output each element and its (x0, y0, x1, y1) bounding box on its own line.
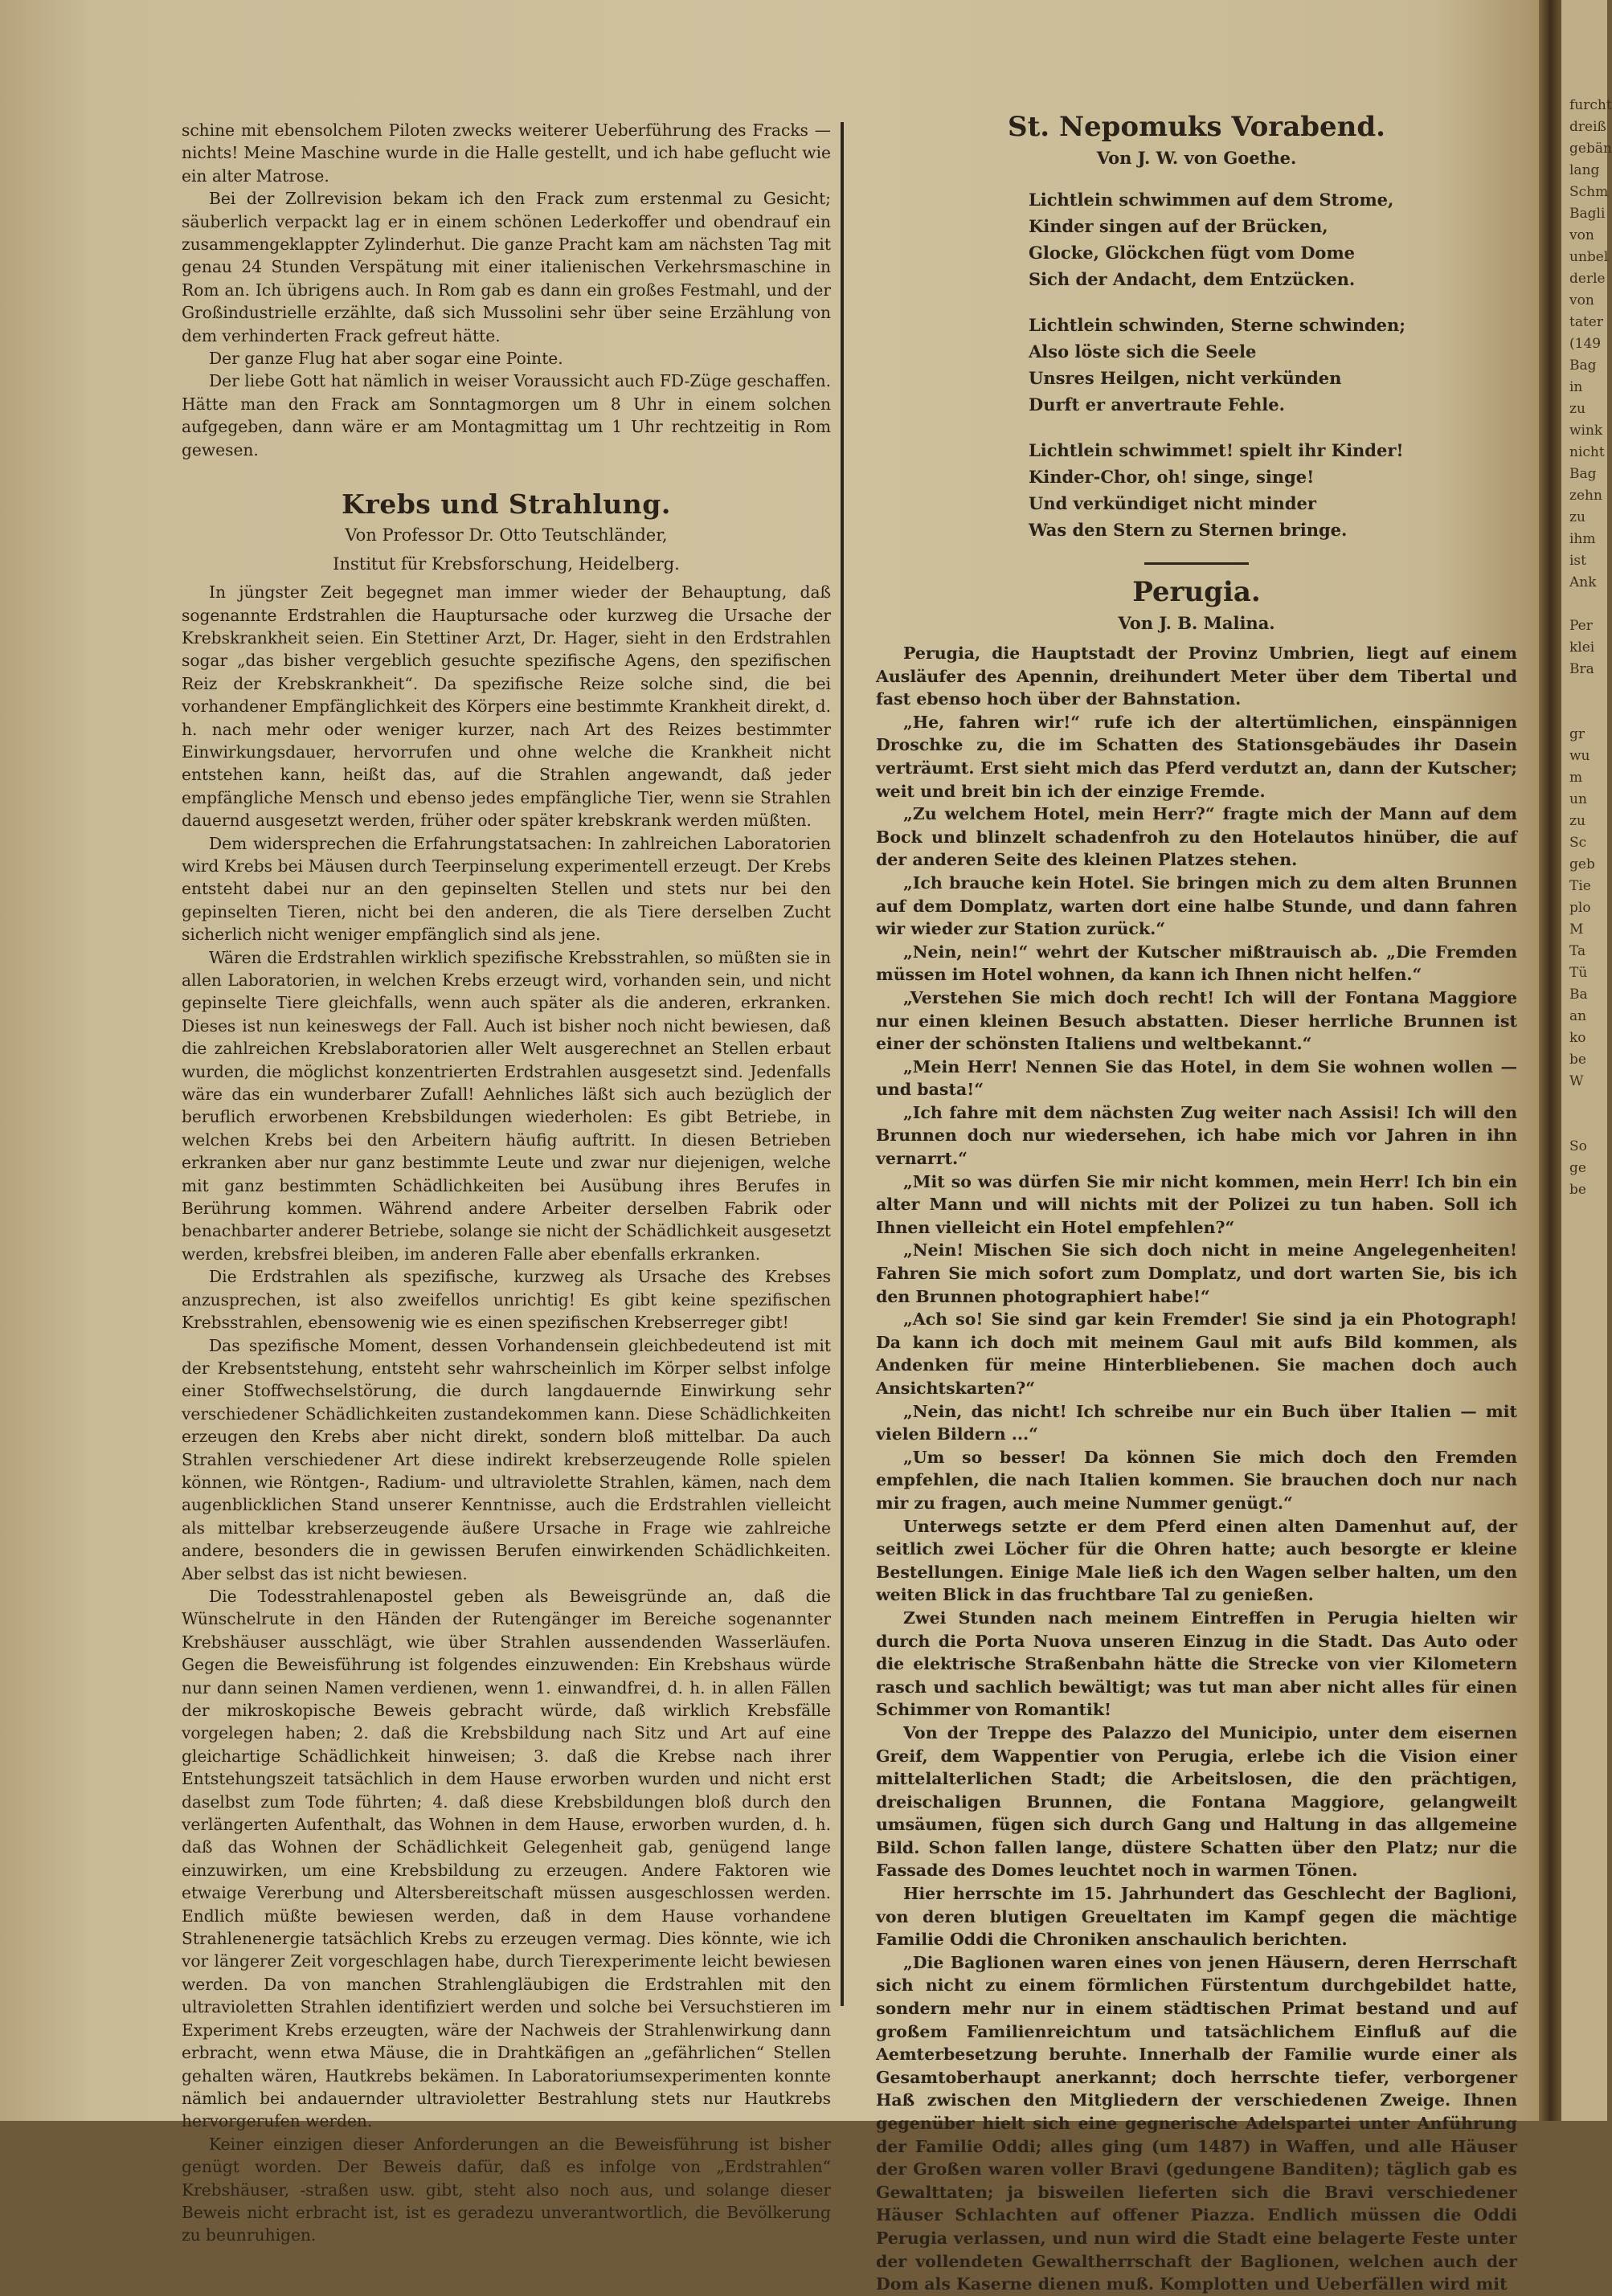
next-page-fragment: be (1569, 1052, 1586, 1068)
column-divider (841, 122, 844, 2006)
article-paragraph: „Ich fahre mit dem nächsten Zug weiter nach Assisi! Ich will den Brunnen doch nur wiedersehen, ich habe mich vor Jahren in ihn vernarrt.“ (876, 1102, 1517, 1169)
article-paragraph: Von der Treppe des Palazzo del Municipio, unter dem eisernen Greif, dem Wappentier von Perugia, erlebe ich die Vision einer mittelalterlichen Stadt; die Arbeitslosen, die den prächtigen, dreischaligen Brunnen, die Fontana Maggiore, gelangweilt umsäumen, fügen sich durch Gang und Haltung in das allgemeine Bild. Schon fallen lange, düstere Schatten über den Platz; nur die Fassade des Domes leuchtet noch in warmen Tönen. (876, 1722, 1517, 1881)
next-page-fragment: Ank (1569, 574, 1597, 590)
next-page-fragment: ist (1569, 553, 1586, 569)
poem-byline: Von J. W. von Goethe. (1096, 148, 1297, 168)
next-page-fragment: dreiß (1569, 119, 1606, 135)
poem-line: Lichtlein schwimmen auf dem Strome, (1029, 190, 1394, 210)
next-page-fragment: plo (1569, 900, 1591, 916)
next-page-fragment: ko (1569, 1030, 1586, 1046)
poem-title: St. Nepomuks Vorabend. (1008, 111, 1385, 143)
article-title-perugia: Perugia. (1132, 576, 1261, 608)
next-page-fragment: geb (1569, 856, 1595, 872)
poem-line: Kinder-Chor, oh! singe, singe! (1029, 467, 1315, 487)
right-column (876, 111, 1517, 2296)
continuation-paragraph: Der ganze Flug hat aber sogar eine Pointe. (209, 349, 563, 369)
next-page-fragment: be (1569, 1182, 1586, 1198)
next-page-fragment: Tü (1569, 965, 1588, 981)
poem-line: Lichtlein schwinden, Sterne schwinden; (1029, 315, 1406, 335)
next-page-fragment: So (1569, 1138, 1587, 1154)
article-paragraph: Die Erdstrahlen als spezifische, kurzweg als Ursache des Krebses anzusprechen, ist also zweifellos unrichtig! Es gibt keine spezifischen Krebsstrahlen, ebensowenig wie es einen spezifischen Krebserreger gibt! (182, 1267, 831, 1333)
next-page-fragment: un (1569, 791, 1587, 807)
next-page-fragment: furcht (1569, 97, 1612, 113)
article-paragraph: Dem widersprechen die Erfahrungstatsachen: In zahlreichen Laboratorien wird Krebs bei Mäusen durch Teerpinselung experimentell erzeugt. Der Krebs entsteht dabei nur an den gepinselten Stellen und stets nur bei den gepinselten Tieren, nicht bei den anderen, die als Tiere derselben Zucht sicherlich nicht weniger empfänglich sind als jene. (182, 833, 831, 945)
poem-line: Lichtlein schwimmet! spielt ihr Kinder! (1029, 440, 1404, 460)
next-page-fragment: (149 (1569, 336, 1602, 352)
next-page-fragment: nicht (1569, 444, 1605, 460)
article-paragraph: „Nein, nein!“ wehrt der Kutscher mißtrauisch ab. „Die Fremden müssen im Hotel wohnen, da kann ich Ihnen nicht helfen.“ (876, 942, 1517, 985)
next-page-fragment: zu (1569, 509, 1585, 525)
next-page-fragment (1561, 680, 1607, 702)
next-page-fragment (1561, 1093, 1607, 1114)
continuation-paragraph: Der liebe Gott hat nämlich in weiser Voraussicht auch FD-Züge geschaffen. Hätte man den Frack am Sonntagmorgen um 8 Uhr in einem solchen aufgegeben, dann wäre er am Montagmittag um 1 Uhr rechtzeitig in Rom gewesen. (182, 371, 831, 460)
next-page-fragment: von (1569, 227, 1594, 243)
next-page-fragment: unbel (1569, 249, 1609, 265)
next-page-fragment: in (1569, 379, 1583, 395)
article-paragraph: „Verstehen Sie mich doch recht! Ich will der Fontana Maggiore nur einen kleinen Besuch abstatten. Dieser herrliche Brunnen ist einer der schönsten Italiens und weltbekannt.“ (876, 987, 1517, 1054)
article-paragraph: „Nein! Mischen Sie sich doch nicht in meine Angelegenheiten! Fahren Sie mich sofort zum Domplatz, und dort warten Sie, bis ich den Brunnen photographiert habe!“ (876, 1240, 1517, 1306)
article-paragraph: „Zu welchem Hotel, mein Herr?“ fragte mich der Mann auf dem Bock und blinzelt schadenfroh zu den Hotelautos hinüber, die auf der anderen Seite des kleinen Platzes stehen. (876, 804, 1517, 870)
left-column (182, 119, 831, 2247)
article-paragraph: In jüngster Zeit begegnet man immer wieder der Behauptung, daß sogenannte Erdstrahlen die Hauptursache oder kurzweg die Ursache der Krebskrankheit seien. Ein Stettiner Arzt, Dr. Hager, sieht in den Erdstrahlen sogar „das bisher vergeblich gesuchte spezifische Agens, den spezifischen Reiz der Krebskrankheit“. Da spezifische Reize solche sind, die bei vorhandener Empfänglichkeit des Körpers eine bestimmte Krankheit direkt, d. h. nach mehr oder weniger kurzer, nach Art des Reizes bestimmter Einwirkungsdauer, hervorrufen und ohne welche die Krankheit nicht entstehen kann, heißt das, auf die Strahlen angewandt, daß jeder empfängliche Mensch und ebenso jedes empfängliche Tier, wenn sie Strahlen dauernd ausgesetzt werden, früher oder später krebskrank werden müßten. (182, 582, 831, 831)
next-page-fragment: an (1569, 1008, 1587, 1024)
article-paragraph: „Mit so was dürfen Sie mir nicht kommen, mein Herr! Ich bin ein alter Mann und will nichts mit der Polizei zu tun haben. Soll ich Ihnen vielleicht ein Hotel empfehlen?“ (876, 1171, 1517, 1237)
poem-line: Kinder singen auf der Brücken, (1029, 216, 1328, 236)
poem-line: Und verkündiget nicht minder (1029, 493, 1316, 513)
poem-stanza (1029, 312, 1517, 418)
next-page-fragment: Per (1569, 618, 1593, 634)
next-page-fragment: wu (1569, 748, 1590, 764)
article-paragraph: Perugia, die Hauptstadt der Provinz Umbrien, liegt auf einem Ausläufer des Apennin, dreihundert Meter über dem Tibertal und fast ebenso hoch über der Bahnstation. (876, 643, 1517, 709)
next-page-fragment: Bag (1569, 357, 1597, 374)
next-page-fragments (1561, 0, 1612, 1201)
next-page-fragment: wink (1569, 423, 1603, 439)
poem-line: Was den Stern zu Sternen bringe. (1029, 520, 1348, 540)
poem-stanza (1029, 186, 1517, 292)
next-page-fragment: derle (1569, 271, 1606, 287)
next-page-fragment: lang (1569, 162, 1600, 178)
next-page-fragment: Schm (1569, 184, 1609, 200)
poem-line: Sich der Andacht, dem Entzücken. (1029, 269, 1356, 289)
poem-stanza (1029, 437, 1517, 543)
next-page-fragment: Bag (1569, 466, 1597, 482)
next-page-fragment: gebän (1569, 141, 1612, 157)
article-paragraph: Die Todesstrahlenapostel geben als Beweisgründe an, daß die Wünschelrute in den Händen der Rutengänger im Bereiche sogenannter Krebshäuser ausschlägt, wie über Strahlen aussendenden Wasserläufen. Gegen die Beweisführung ist folgendes einzuwenden: Ein Krebshaus würde nur dann seinen Namen verdienen, wenn 1. einwandfrei, d. h. in allen Fällen der mikroskopische Beweis gebracht würde, daß wirklich Krebsfälle vorgelegen haben; 2. daß die Krebsbildung nach Sitz und Art auf eine gleichartige Schädlichkeit hinweisen; 3. daß die Krebse nach ihrer Entstehungszeit tatsächlich in dem Hause erworben wurden und nicht erst daselbst zum Tode führten; 4. daß diese Krebsbildungen bloß durch den verlängerten Aufenthalt, das Wohnen in dem Hause, erworben wurden, d. h. daß das Wohnen der Schädlichkeit Gelegenheit gab, genügend lange einzuwirken, um eine Krebsbildung zu erzeugen. Andere Faktoren wie etwaige Vererbung und Altersbereitschaft müssen ausgeschlossen werden. Endlich müßte bewiesen werden, daß in dem Hause vorhandene Strahlenenergie tatsächlich Krebs zu erzeugen vermag. Dies könnte, wie ich vor längerer Zeit vorgeschlagen habe, durch Tierexperimente leicht bewiesen werden. Da von manchen Strahlengläubigen die Erdstrahlen mit den ultravioletten Strahlen identifiziert werden und solche bei Versuchstieren im Experiment Krebs erzeugten, wäre der Nachweis der Strahlenwirkung dann erbracht, wenn etwa Mäuse, die in Drahtkäfigen an „gefährlichen“ Stellen gehalten wären, Hautkrebs bekämen. In Laboratoriumsexperimenten konnte nämlich bei andauernder ultravioletter Bestrahlung stets nur Hautkrebs hervorgerufen werden. (182, 1586, 831, 2131)
article-paragraph: „Ich brauche kein Hotel. Sie bringen mich zu dem alten Brunnen auf dem Domplatz, warten dort eine halbe Stunde, und dann fahren wir wieder zur Station zurück.“ (876, 872, 1517, 939)
next-page-fragment: ihm (1569, 531, 1596, 547)
next-page-fragment: Bra (1569, 661, 1594, 677)
article-paragraph: Das spezifische Moment, dessen Vorhandensein gleichbedeutend ist mit der Krebsentstehung, entsteht sehr wahrscheinlich im Körper selbst infolge einer Stoffwechselstörung, die durch langdauernde Einwirkung sehr verschiedener Schädlichkeiten zustandekommen kann. Diese Schädlichkeiten erzeugen den Krebs aber nicht direkt, sondern bloß mittelbar. Da auch Strahlen verschiedener Art diese indirekt krebserzeugende Rolle spielen können, wie Röntgen-, Radium- und ultraviolette Strahlen, kämen, nach dem augenblicklichen Stand unserer Kenntnisse, auch die Erdstrahlen vielleicht als mittelbar krebserzeugende äußere Ursache in Frage wie zahlreiche andere, besonders die in gewissen Berufen einwirkenden Schädlichkeiten. Aber selbst das ist nicht bewiesen. (182, 1335, 831, 1583)
article-paragraph: „Die Baglionen waren eines von jenen Häusern, deren Herrschaft sich nicht zu einem förmlichen Fürstentum durchgebildet hatte, sondern mehr nur in einem städtischen Primat bestand und auf großem Familienreichtum und tatsächlichem Einfluß auf die Aemterbesetzung beruhte. Innerhalb der Familie wurde einer als Gesamtoberhaupt anerkannt; doch herrschte tiefer, verborgener Haß zwischen den Mitgliedern der verschiedenen Zweige. Ihnen gegenüber hielt sich eine gegnerische Adelspartei unter Anführung der Familie Oddi; alles ging (um 1487) in Waffen, und alle Häuser der Großen waren voller Bravi (gedungene Banditen); täglich gab es Gewalttaten; ja bisweilen lieferten sich die Bravi verschiedener Häuser Schlachten auf offener Piazza. Endlich müssen die Oddi Perugia verlassen, und nun wird die Stadt eine belagerte Feste unter der vollendeten Gewaltherrschaft der Baglionen, welchen auch der Dom als Kaserne dienen muß. Komplotten und Ueberfällen wird mit (876, 1952, 1517, 2294)
next-page-fragment: Bagli (1569, 206, 1606, 222)
next-page-fragment: Tie (1569, 878, 1591, 894)
book-binding-gutter (1539, 0, 1561, 2121)
next-page-fragment: M (1569, 921, 1584, 938)
article-paragraph: „Mein Herr! Nennen Sie das Hotel, in dem Sie wohnen wollen — und basta!“ (876, 1056, 1517, 1100)
continuation-paragraph: Bei der Zollrevision bekam ich den Frack zum erstenmal zu Gesicht; säuberlich verpackt lag er in einem schönen Lederkoffer und obendrauf ein zusammengeklappter Zylinderhut. Die ganze Pracht kam am nächsten Tag mit genau 24 Stunden Verspätung mit einer italienischen Verkehrsmaschine in Rom an. Ich übrigens auch. In Rom gab es dann ein großes Festmahl, und der Großindustrielle erzählte, daß sich Mussolini sehr über seine Erzählung von dem verhinderten Frack gefreut hätte. (182, 189, 831, 345)
poem-line: Durft er anvertraute Fehle. (1029, 394, 1285, 415)
article-paragraph: „Ach so! Sie sind gar kein Fremder! Sie sind ja ein Photograph! Da kann ich doch mit meinem Gaul mit aufs Bild kommen, als Andenken für meine Hinterbliebenen. Sie machen doch auch Ansichtskarten?“ (876, 1309, 1517, 1398)
next-page-fragment: zu (1569, 401, 1585, 417)
next-page-edge (1561, 0, 1612, 2121)
poem-body (1029, 186, 1517, 543)
next-page-fragment: von (1569, 292, 1594, 308)
next-page-fragment: zehn (1569, 488, 1602, 504)
next-page-fragment: W (1569, 1073, 1584, 1089)
article-paragraph: Keiner einzigen dieser Anforderungen an die Beweisführung ist bisher genügt worden. Der Beweis dafür, daß es infolge von „Erdstrahlen“ Krebshäuser, -straßen usw. gibt, steht also noch aus, und solange dieser Beweis nicht erbracht ist, ist es geradezu unverantwortlich, die Bevölkerung zu beunruhigen. (182, 2134, 831, 2245)
poem-line: Glocke, Glöckchen fügt vom Dome (1029, 243, 1356, 263)
next-page-fragment: m (1569, 770, 1583, 786)
next-page-fragment: ge (1569, 1160, 1586, 1176)
article-paragraph: Hier herrschte im 15. Jahrhundert das Geschlecht der Baglioni, von deren blutigen Greueltaten im Kampf gegen die mächtige Familie Oddi die Chroniken anschaulich berichten. (876, 1884, 1517, 1950)
article-paragraph: „He, fahren wir!“ rufe ich der altertümlichen, einspännigen Droschke zu, die im Schatten des Stationsgebäudes ihr Dasein verträumt. Erst sieht mich das Pferd verdutzt an, dann der Kutscher; weit und breit bin ich der einzige Fremde. (876, 712, 1517, 801)
article-paragraph: „Um so besser! Da können Sie mich doch den Fremden empfehlen, die nach Italien kommen. Sie brauchen doch nur nach mir zu fragen, auch meine Nummer genügt.“ (876, 1447, 1517, 1513)
next-page-fragment: klei (1569, 639, 1595, 656)
next-page-fragment: gr (1569, 726, 1585, 742)
article-paragraph: „Nein, das nicht! Ich schreibe nur ein Buch über Italien — mit vielen Bildern ...“ (876, 1401, 1517, 1444)
next-page-fragment (1561, 594, 1607, 615)
next-page-fragment (1561, 702, 1607, 724)
article-title-krebs: Krebs und Strahlung. (342, 488, 671, 521)
article-byline-institute: Institut für Krebsforschung, Heidelberg. (333, 554, 680, 574)
next-page-fragment: Ba (1569, 987, 1588, 1003)
next-page-fragment: zu (1569, 813, 1585, 829)
article-byline-author: Von Professor Dr. Otto Teutschländer, (345, 525, 668, 545)
poem-line: Also löste sich die Seele (1029, 341, 1257, 362)
next-page-fragment: Ta (1569, 943, 1586, 959)
article-paragraph: Unterwegs setzte er dem Pferd einen alten Damenhut auf, der seitlich zwei Löcher für die Ohren hatte; auch besorgte er kleine Bestellungen. Einige Male ließ ich den Wagen selber halten, um den weiten Blick in das fruchtbare Tal zu genießen. (876, 1516, 1517, 1605)
poem-line: Unsres Heilgen, nicht verkünden (1029, 368, 1342, 388)
continuation-paragraph: schine mit ebensolchem Piloten zwecks weiterer Ueberführung des Fracks — nichts! Meine Maschine wurde in die Halle gestellt, und ich habe geflucht wie ein alter Matrose. (182, 121, 831, 186)
article-paragraph: Wären die Erdstrahlen wirklich spezifische Krebsstrahlen, so müßten sie in allen Laboratorien, in welchen Krebs erzeugt wird, vorhanden sein, und nicht gepinselte Tiere gleichfalls, wenn auch später als die anderen, erkranken. Dieses ist nun keineswegs der Fall. Auch ist bisher noch nicht bewiesen, daß die zahlreichen Krebslaboratorien aller Welt ausgerechnet an Stellen erbaut wurden, die möglichst konzentrierten Erdstrahlen ausgesetzt sind. Jedenfalls wäre das ein wunderbarer Zufall! Aehnliches läßt sich auch bezüglich der beruflich erworbenen Krebsbildungen wiederholen: Es gibt Betriebe, in welchen Krebs bei den Arbeitern häufig auftritt. In diesen Betrieben erkranken aber nur ganz bestimmte Leute und zwar nur diejenigen, welche mit ganz bestimmten Schädlichkeiten bei Ausübung ihres Berufes in Berührung kommen. Während andere Arbeiter derselben Fabrik oder benachbarter anderer Betriebe, solange sie nicht der Schädlichkeit ausgesetzt werden, krebsfrei bleiben, im anderen Falle aber ebenfalls erkranken. (182, 947, 831, 1264)
next-page-fragment: Sc (1569, 835, 1587, 851)
section-divider (1144, 562, 1249, 565)
article-paragraph: Zwei Stunden nach meinem Eintreffen in Perugia hielten wir durch die Porta Nuova unseren Einzug in die Stadt. Das Auto oder die elektrische Straßenbahn hätte die Strecke von vier Kilometern rasch und sachlich bewältigt; was tut man aber nicht alles für einen Schimmer von Romantik! (876, 1608, 1517, 1720)
next-page-fragment (1561, 1114, 1607, 1136)
article-byline-perugia: Von J. B. Malina. (1118, 613, 1275, 633)
next-page-fragment: tater (1569, 314, 1603, 330)
